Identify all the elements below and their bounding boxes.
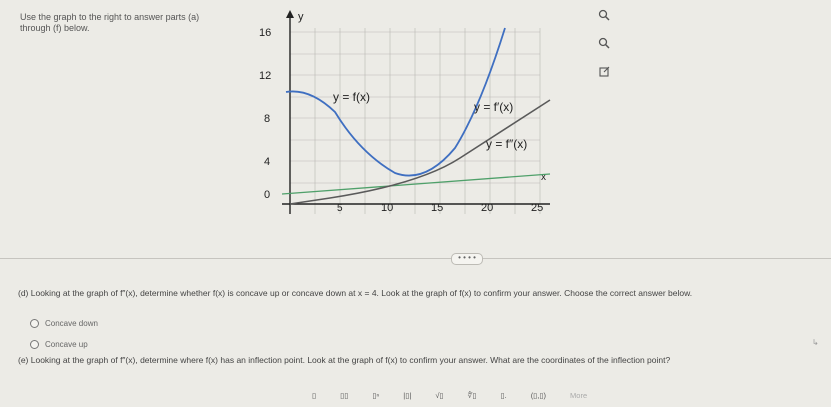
f-prime-curve [290, 100, 550, 204]
f-double-prime-curve-label: y = f″(x) [486, 137, 528, 151]
exponent-button[interactable]: ▯ⁿ [372, 391, 380, 400]
math-input-toolbar [312, 391, 587, 400]
y-tick-label: 8 [264, 113, 271, 125]
external-link-icon[interactable] [595, 62, 613, 80]
zoom-in-icon[interactable] [595, 6, 613, 24]
instructions [20, 12, 220, 34]
f-double-prime-curve [282, 174, 550, 194]
y-tick-label: 16 [259, 27, 272, 39]
question-d-text: (d) Looking at the graph of f″(x), determine whether f(x) is concave up or concave down at x = 4. Look at the graph of f(x) to confirm your answer. Choose the correct answer below. [18, 288, 693, 298]
expand-button[interactable]: • • • • [451, 253, 483, 265]
x-tick-label: 10 [381, 202, 394, 214]
y-tick-label: 12 [259, 70, 272, 82]
grid [290, 28, 540, 214]
section-divider [0, 258, 831, 259]
side-mark: ↳ [812, 338, 819, 347]
decimal-button[interactable]: ▯. [500, 391, 507, 400]
mixed-number-button[interactable]: ▯▯ [340, 391, 349, 400]
zoom-out-icon[interactable] [595, 34, 613, 52]
instructions-line-1: Use the graph to the right to answer parts (a) [20, 12, 200, 22]
option-label: Concave up [45, 340, 88, 349]
x-tick-label: 25 [531, 202, 544, 214]
y-tick-label: 4 [264, 156, 271, 168]
f-prime-curve-label: y = f′(x) [474, 100, 514, 114]
ordered-pair-button[interactable]: (▯,▯) [530, 391, 547, 400]
x-tick-label: 15 [431, 202, 444, 214]
nth-root-button[interactable]: ∜▯ [467, 391, 477, 400]
radio-button[interactable] [30, 319, 39, 328]
instructions-line-2: through (f) below. [20, 23, 90, 33]
square-root-button[interactable]: √▯ [435, 391, 444, 400]
x-tick-label: 5 [337, 203, 343, 214]
y-tick-label: 0 [264, 189, 271, 201]
f-curve [286, 28, 505, 176]
option-concave-up[interactable] [30, 340, 88, 349]
option-concave-down[interactable] [30, 319, 98, 328]
y-axis-arrow [286, 10, 294, 18]
absolute-value-button[interactable]: |▯| [403, 391, 412, 400]
function-graph [250, 8, 580, 230]
radio-button[interactable] [30, 340, 39, 349]
y-axis-label: y [298, 11, 304, 23]
more-button[interactable]: More [570, 391, 588, 400]
graph-tools [594, 6, 614, 80]
question-e-text: (e) Looking at the graph of f″(x), determine where f(x) has an inflection point. Look at the graph of f(x) to confirm your answer. What are the coordinates of the inflection point? [18, 355, 671, 365]
x-axis-label: x [541, 172, 546, 183]
f-curve-label: y = f(x) [333, 90, 371, 104]
x-tick-label: 20 [481, 202, 494, 214]
option-label: Concave down [45, 319, 98, 328]
fraction-button[interactable]: ▯ [312, 391, 317, 400]
